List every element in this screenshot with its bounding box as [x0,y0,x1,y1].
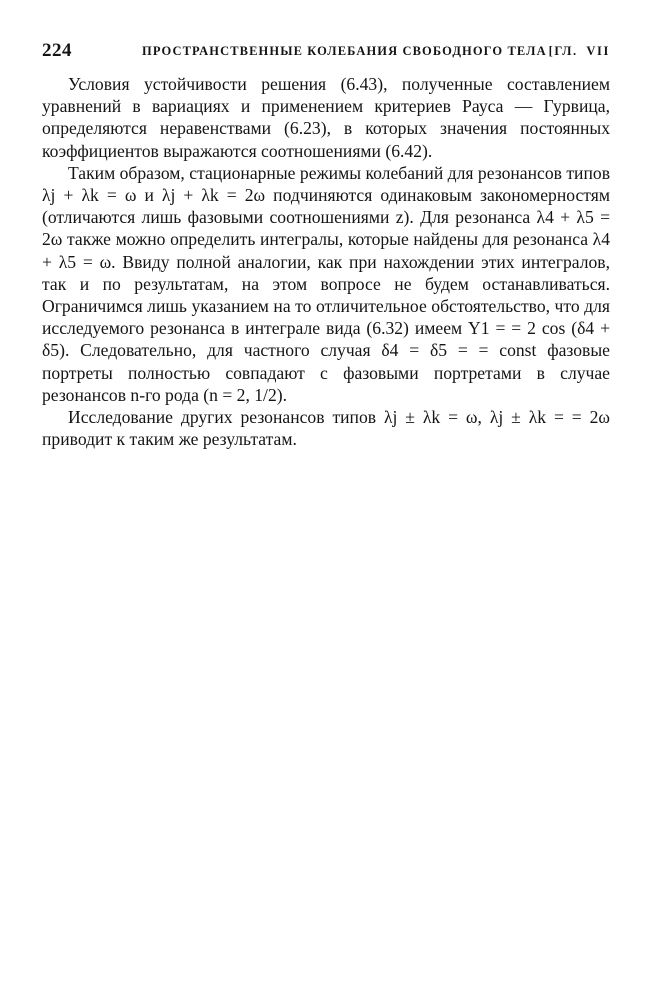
running-head-title: ПРОСТРАНСТВЕННЫЕ КОЛЕБАНИЯ СВОБОДНОГО ТЕЛА [142,44,547,58]
running-head [42,40,610,64]
body-text [42,73,610,450]
chapter-label: [ГЛ. VII [548,44,610,58]
paragraph-other-resonances: Исследование других резонансов типов λj ± λk = ω, λj ± λk = = 2ω приводит к таким же результатам. [42,407,610,450]
paragraph-stability-conditions: Условия устойчивости решения (6.43), полученные составлением уравнений в вариациях и применением критериев Рауса — Гурвица, определяются неравенствами (6.23), в которых значения постоянных коэффициентов выражаются соотношениями (6.42). [42,74,610,161]
paragraph-stationary-regimes: Таким образом, стационарные режимы колебаний для резонансов типов λj + λk = ω и λj + λk = 2ω подчиняются одинаковым закономерностям (отличаются лишь фазовыми соотношениями z). Для резонанса λ4 + λ5 = 2ω также можно определить интегралы, которые найдены для резонанса λ4 + λ5 = ω. Ввиду полной аналогии, как при нахождении этих интегралов, так и по результатам, на этом вопросе не будем останавливаться. Ограничимся лишь указанием на то отличительное обстоятельство, что для исследуемого резонанса в интеграле вида (6.32) имеем Y1 = = 2 cos (δ4 + δ5). Следовательно, для частного случая δ4 = δ5 = = const фазовые портреты полностью совпадают с фазовыми портретами в случае резонансов n-го рода (n = 2, 1/2). [42,162,610,405]
page-number: 224 [42,40,72,61]
